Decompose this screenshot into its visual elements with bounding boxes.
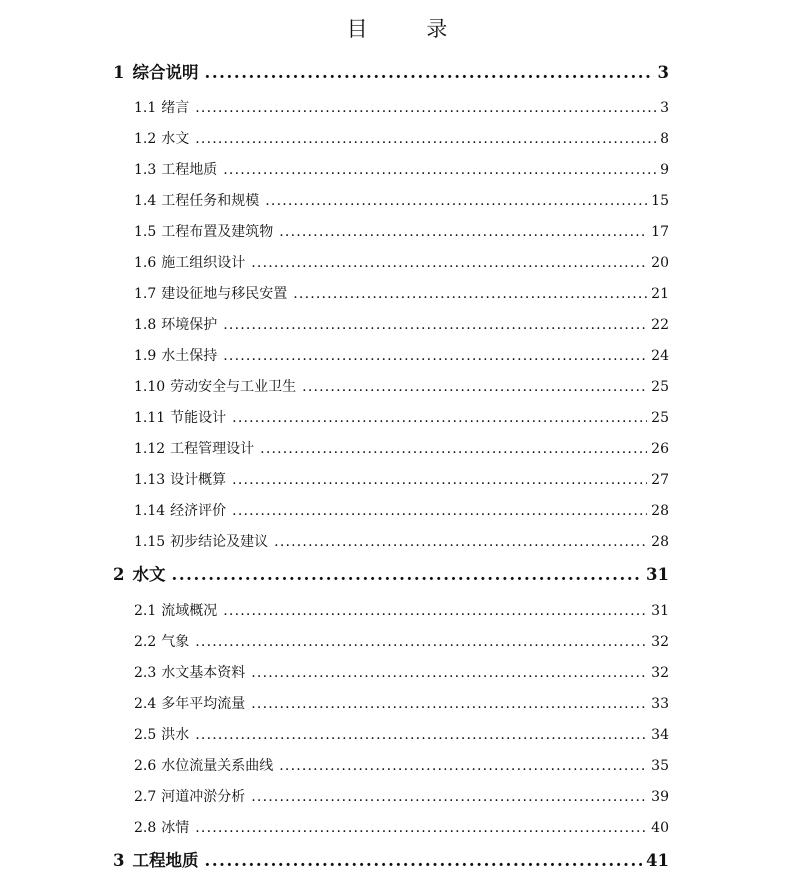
section-number: 1.6	[134, 255, 157, 271]
toc-entry-1-1[interactable]	[134, 93, 669, 124]
section-title: 经济评价	[170, 503, 227, 519]
section-number: 2.5	[134, 727, 157, 743]
dot-leader	[195, 124, 656, 155]
toc-entry-1-2[interactable]	[134, 124, 669, 155]
section-title: 冰情	[161, 820, 190, 836]
section-number: 1.8	[134, 317, 157, 333]
section-title: 洪水	[161, 727, 190, 743]
page-number: 28	[651, 534, 669, 550]
toc-entry-2-6[interactable]	[134, 751, 669, 782]
section-number: 1.5	[134, 224, 157, 240]
dot-leader	[232, 496, 647, 527]
section-number: 2.4	[134, 696, 157, 712]
dot-leader	[274, 527, 647, 558]
section-title: 水土保持	[161, 348, 218, 364]
section-number: 1.3	[134, 162, 157, 178]
page-number: 26	[651, 441, 669, 457]
section-number: 1.14	[134, 503, 166, 519]
dot-leader	[195, 627, 647, 658]
toc-entry-1[interactable]	[113, 57, 669, 89]
toc-entry-2-8[interactable]	[134, 813, 669, 844]
page-number: 31	[651, 603, 669, 619]
dot-leader	[251, 782, 647, 813]
section-title: 节能设计	[170, 410, 227, 426]
section-title: 气象	[161, 634, 190, 650]
section-number: 2.3	[134, 665, 157, 681]
dot-leader	[232, 465, 647, 496]
section-number: 2.1	[134, 603, 157, 619]
dot-leader	[251, 248, 647, 279]
section-title: 劳动安全与工业卫生	[170, 379, 297, 395]
page-number: 35	[651, 758, 669, 774]
section-number: 2.6	[134, 758, 157, 774]
page-number: 22	[651, 317, 669, 333]
page-number: 3	[660, 100, 669, 116]
section-number: 1.15	[134, 534, 166, 550]
dot-leader	[171, 559, 642, 591]
toc-entry-1-13[interactable]	[134, 465, 669, 496]
toc-entry-1-3[interactable]	[134, 155, 669, 186]
section-title: 工程任务和规模	[161, 193, 260, 209]
toc-entry-1-12[interactable]	[134, 434, 669, 465]
toc-entry-2-7[interactable]	[134, 782, 669, 813]
dot-leader	[260, 434, 647, 465]
section-title: 环境保护	[161, 317, 218, 333]
dot-leader	[302, 372, 647, 403]
toc-entry-2-2[interactable]	[134, 627, 669, 658]
toc-entry-2-4[interactable]	[134, 689, 669, 720]
section-number: 2.2	[134, 634, 157, 650]
section-title: 水位流量关系曲线	[161, 758, 274, 774]
toc-entry-1-7[interactable]	[134, 279, 669, 310]
section-number: 1.2	[134, 131, 157, 147]
dot-leader	[195, 813, 647, 844]
page-number: 31	[646, 565, 669, 584]
dot-leader	[204, 57, 653, 89]
section-title: 工程布置及建筑物	[161, 224, 274, 240]
dot-leader	[204, 845, 642, 877]
dot-leader	[223, 341, 647, 372]
section-number: 3	[113, 851, 125, 870]
section-title: 工程地质	[161, 162, 218, 178]
page-number: 32	[651, 634, 669, 650]
dot-leader	[251, 689, 647, 720]
page-number: 27	[651, 472, 669, 488]
section-title: 水文	[161, 131, 190, 147]
section-title: 水文	[132, 565, 166, 584]
section-title: 河道冲淤分析	[161, 789, 246, 805]
page-number: 15	[651, 193, 669, 209]
toc-entry-1-8[interactable]	[134, 310, 669, 341]
toc-entry-1-14[interactable]	[134, 496, 669, 527]
section-number: 1	[113, 63, 125, 82]
page-number: 8	[660, 131, 669, 147]
section-title: 多年平均流量	[161, 696, 246, 712]
page-number: 34	[651, 727, 669, 743]
dot-leader	[232, 403, 647, 434]
page-number: 21	[651, 286, 669, 302]
dot-leader	[251, 658, 647, 689]
section-number: 1.4	[134, 193, 157, 209]
dot-leader	[223, 310, 647, 341]
section-title: 施工组织设计	[161, 255, 246, 271]
dot-leader	[279, 751, 647, 782]
section-number: 1.9	[134, 348, 157, 364]
toc-title: 目 录	[346, 17, 474, 41]
section-title: 工程管理设计	[170, 441, 255, 457]
dot-leader	[279, 217, 647, 248]
page-number: 9	[660, 162, 669, 178]
section-number: 2.7	[134, 789, 157, 805]
toc-entry-2-1[interactable]	[134, 596, 669, 627]
page-number: 20	[651, 255, 669, 271]
toc-entry-1-15[interactable]	[134, 527, 669, 558]
toc-entry-1-5[interactable]	[134, 217, 669, 248]
section-title: 综合说明	[132, 63, 199, 82]
page-number: 25	[651, 410, 669, 426]
section-number: 1.7	[134, 286, 157, 302]
toc-entry-1-9[interactable]	[134, 341, 669, 372]
section-number: 1.1	[134, 100, 157, 116]
toc-entry-1-11[interactable]	[134, 403, 669, 434]
page-number: 33	[651, 696, 669, 712]
section-number: 1.12	[134, 441, 166, 457]
page-number: 24	[651, 348, 669, 364]
toc-entry-2[interactable]	[113, 559, 669, 591]
section-title: 绪言	[161, 100, 190, 116]
page-number: 41	[646, 851, 669, 870]
page-number: 3	[657, 63, 669, 82]
section-title: 工程地质	[132, 851, 199, 870]
page-number: 32	[651, 665, 669, 681]
dot-leader	[195, 720, 647, 751]
page-number: 40	[651, 820, 669, 836]
dot-leader	[223, 596, 647, 627]
toc-entry-1-10[interactable]	[134, 372, 669, 403]
page-number: 25	[651, 379, 669, 395]
page-number: 28	[651, 503, 669, 519]
section-title: 初步结论及建议	[170, 534, 269, 550]
dot-leader	[223, 155, 656, 186]
section-title: 流域概况	[161, 603, 218, 619]
section-number: 1.11	[134, 410, 166, 426]
section-number: 2.8	[134, 820, 157, 836]
section-title: 建设征地与移民安置	[161, 286, 288, 302]
toc-entry-3[interactable]	[113, 845, 669, 877]
section-number: 2	[113, 565, 125, 584]
section-number: 1.10	[134, 379, 166, 395]
dot-leader	[293, 279, 647, 310]
toc-entry-1-6[interactable]	[134, 248, 669, 279]
toc-entry-2-5[interactable]	[134, 720, 669, 751]
dot-leader	[195, 93, 656, 124]
dot-leader	[265, 186, 647, 217]
toc-entry-2-3[interactable]	[134, 658, 669, 689]
section-title: 设计概算	[170, 472, 227, 488]
page-number: 17	[651, 224, 669, 240]
section-title: 水文基本资料	[161, 665, 246, 681]
section-number: 1.13	[134, 472, 166, 488]
toc-entry-1-4[interactable]	[134, 186, 669, 217]
page-number: 39	[651, 789, 669, 805]
